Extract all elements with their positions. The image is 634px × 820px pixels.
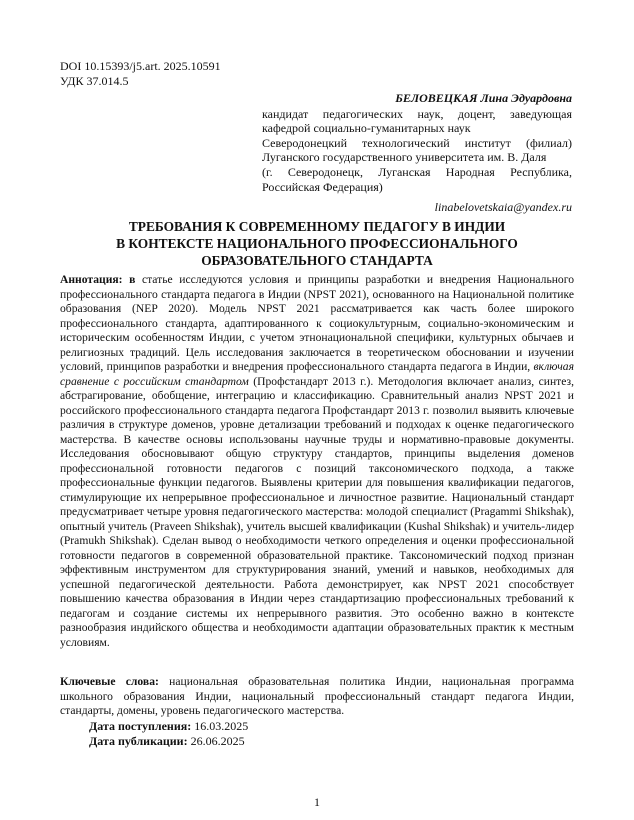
keywords [60,675,574,719]
doi: DOI 10.15393/j5.art. 2025.10591 [60,59,221,73]
abstract-label: Аннотация: в [60,273,136,286]
abstract [60,273,574,650]
article-title [60,218,574,269]
received-value: 16.03.2025 [191,719,249,733]
published-label: Дата публикации: [89,734,188,748]
published-value: 26.06.2025 [187,734,245,748]
published-date [89,734,248,749]
title-line: ТРЕБОВАНИЯ К СОВРЕМЕННОМУ ПЕДАГОГУ В ИНДИИ [128,219,506,234]
article-meta [60,59,221,89]
author-name: БЕЛОВЕЦКАЯ Лина Эдуардовна [395,91,572,105]
author-position: кандидат педагогических наук, доцент, заведующая кафедрой социально-гуманитарных наук [262,106,572,136]
author-location: (г. Северодонецк, Луганская Народная Республика, Российская Федерация) [262,164,572,194]
received-label: Дата поступления: [89,719,192,733]
keywords-text: национальная образовательная политика Индии, национальная программа школьного образования Индии, национальный профессиональный стандарт педагога Индии, стандарты, домены, уровень педагогического мастерства. [60,675,575,717]
abstract-text: статье исследуются условия и принципы разработки и внедрения Национального профессионального стандарта педагога в Индии (NPST 2021), основанного на Национальной политике образования (NEP 2020). Модель NPST 2021 рассматривается как часть более широкого профессионального стандарта, адаптированного к социокультурным, социально-экономическим и историческим особенностям Индии, с учетом этнонациональной специфики, культурных обычаев и религиозных традиций. Цель исследования заключается в теоретическом обосновании и изучении условий, принципов разработки и внедрения профессионального стандарта педагога в Индии, [60,273,574,373]
keywords-label: Ключевые слова: [60,675,159,688]
abstract-italic-text: включая сравнение с российским стандартом [60,360,574,388]
title-line: В КОНТЕКСТЕ НАЦИОНАЛЬНОГО ПРОФЕССИОНАЛЬНОГО [116,236,518,251]
udc-code: УДК 37.014.5 [60,74,129,88]
received-date [89,719,248,734]
author-block [262,91,572,215]
page-number: 1 [314,795,320,809]
author-email[interactable]: linabelovetskaia@yandex.ru [434,200,572,215]
abstract-text: (Профстандарт 2013 г.). Методология включает анализ, синтез, абстрагирование, обобщение, интеграцию и классификацию. Сравнительный анализ NPST 2021 и российского профессионального стандарта педагога Профстандарт 2013 г. позволил выявить ключевые различия в структуре доменов, уровне детализации требований и подходах к оценке педагогического мастерства. В качестве основы использованы научные труды и нормативно-правовые документы. Исследования обосновывают общую структуру стандартов, принципы выделения доменов профессиональной готовности педагогов с позиций таксономического подхода, а также профессиональные функции педагогов. Выявлены критерии для повышения квалификации педагогов, стимулирующие их непрерывное профессиональное и личностное развитие. Национальный стандарт предусматривает четыре уровня педагогического мастерства: молодой специалист (Pragammi Shikshak), опытный учитель (Praveen Shikshak), учитель высшей квалификации (Kushal Shikshak) и учитель-лидер (Pramukh Shikshak). Сделан вывод о необходимости четкого определения и оценки профессиональной готовности педагогов в современной образовательной практике. Таксономический подход признан эффективным инструментом для структурирования знаний, умений и навыков, необходимых для успешной педагогической деятельности. Работа демонстрирует, как NPST 2021 способствует повышению качества образования в Индии через стандартизацию профессиональных требований к педагогам и создание системы их непрерывного развития. Это особенно важно в контексте разнообразия индийского общества и необходимости адаптации образовательных практик к местным условиям. [60,374,574,649]
author-institution: Северодонецкий технологический институт (филиал) Луганского государственного университета им. В. Даля [262,135,572,165]
article-dates [89,719,248,749]
title-line: ОБРАЗОВАТЕЛЬНОГО СТАНДАРТА [201,253,433,268]
